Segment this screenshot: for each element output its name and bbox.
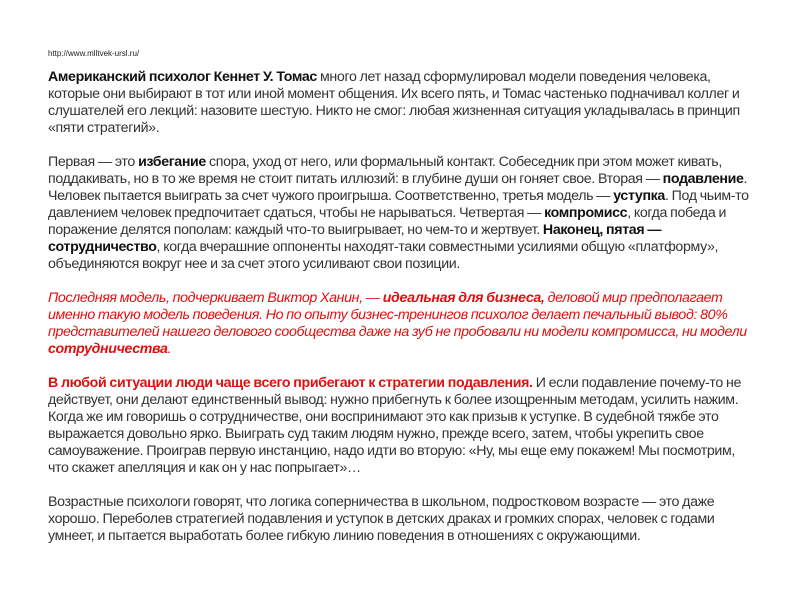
text: много лет назад сформулировал модели поведения человека, которые они выбирают в тот или иной момент общения. Их всего пять, и Томас частенько подначивал коллег и слушателей его лекций: назовите шестую. Никто не смог: любая жизненная ситуация укладывалась в принцип «пяти стратегий». (48, 69, 740, 136)
paragraph-suppression (48, 375, 756, 477)
term-avoidance: избегание (138, 154, 206, 170)
text: Первая — это (48, 154, 139, 170)
source-url[interactable]: http://www.mlltvek-ursl.ru/ (48, 49, 140, 58)
term-cooperation: Наконец, пятая — сотрудничество (48, 222, 662, 255)
paragraph-quote-red (48, 290, 756, 358)
bold-phrase: идеальная для бизнеса, (382, 290, 545, 306)
text: Последняя модель, подчеркивает Виктор Ханин, — (48, 290, 383, 306)
text: , когда вчерашние оппоненты находят-таки совместными усилиями общую «платформу», объединяются вокруг нее и за счет этого усиливают свои позиции. (48, 239, 719, 272)
text: спора, уход от него, или формальный контакт. Собеседник при этом может кивать, поддакивать, но в то же время не стоит питать иллюзий: в глубине души он гоняет свое. Вторая — (48, 154, 722, 187)
document-body (48, 69, 756, 562)
paragraph-intro (48, 69, 756, 137)
text: . Человек пытается выиграть за счет чужого проигрыша. Соответственно, третья модель — (48, 171, 748, 204)
bold-phrase: Американский психолог Кеннет У. Томас (48, 69, 317, 85)
highlight-red: В любой ситуации люди чаще всего прибегают к стратегии подавления. (48, 375, 533, 391)
text: деловой мир предполагает именно такую модель поведения. Но по опыту бизнес-тренингов психолог делает печальный вывод: 80% представителей нашего делового сообщества даже на зуб не пробовали ни модели компромисса, ни модели (48, 290, 747, 340)
bold-phrase: сотрудничества (48, 341, 168, 357)
text: . Под чьим-то давлением человек предпочитает сдаться, чтобы не нарываться. Четвертая — (48, 188, 749, 221)
text: Возрастные психологи говорят, что логика соперничества в школьном, подростковом возрасте — это даже хорошо. Переболев стратегией подавления и уступок в детских драках и громких спорах, человек с годами умнеет, и пытается выработать более гибкую линию поведения в отношениях с окружающими. (48, 494, 715, 544)
text: , когда победа и поражение делятся пополам: каждый что-то выигрывает, но чем-то и жертвует. (48, 205, 727, 238)
term-suppression: подавление (662, 171, 744, 187)
term-concession: уступка (613, 188, 665, 204)
text: . (167, 341, 172, 357)
paragraph-conclusion (48, 494, 756, 545)
paragraph-strategies (48, 154, 756, 273)
text: И если подавление почему-то не действует, они делают единственный вывод: нужно прибегнуть к более изощренным методам, усилить нажим. Когда же им говоришь о сотрудничестве, они воспринимают это как призыв к уступке. В судебной тяжбе это выражается довольно ярко. Выиграть суд таким людям нужно, прежде всего, затем, чтобы укрепить свое самоуважение. Проиграв первую инстанцию, надо идти во вторую: «Ну, мы еще ему покажем! Мы посмотрим, что скажет апелляция и как он у нас попрыгает»… (48, 375, 742, 476)
term-compromise: компромисс (544, 205, 628, 221)
